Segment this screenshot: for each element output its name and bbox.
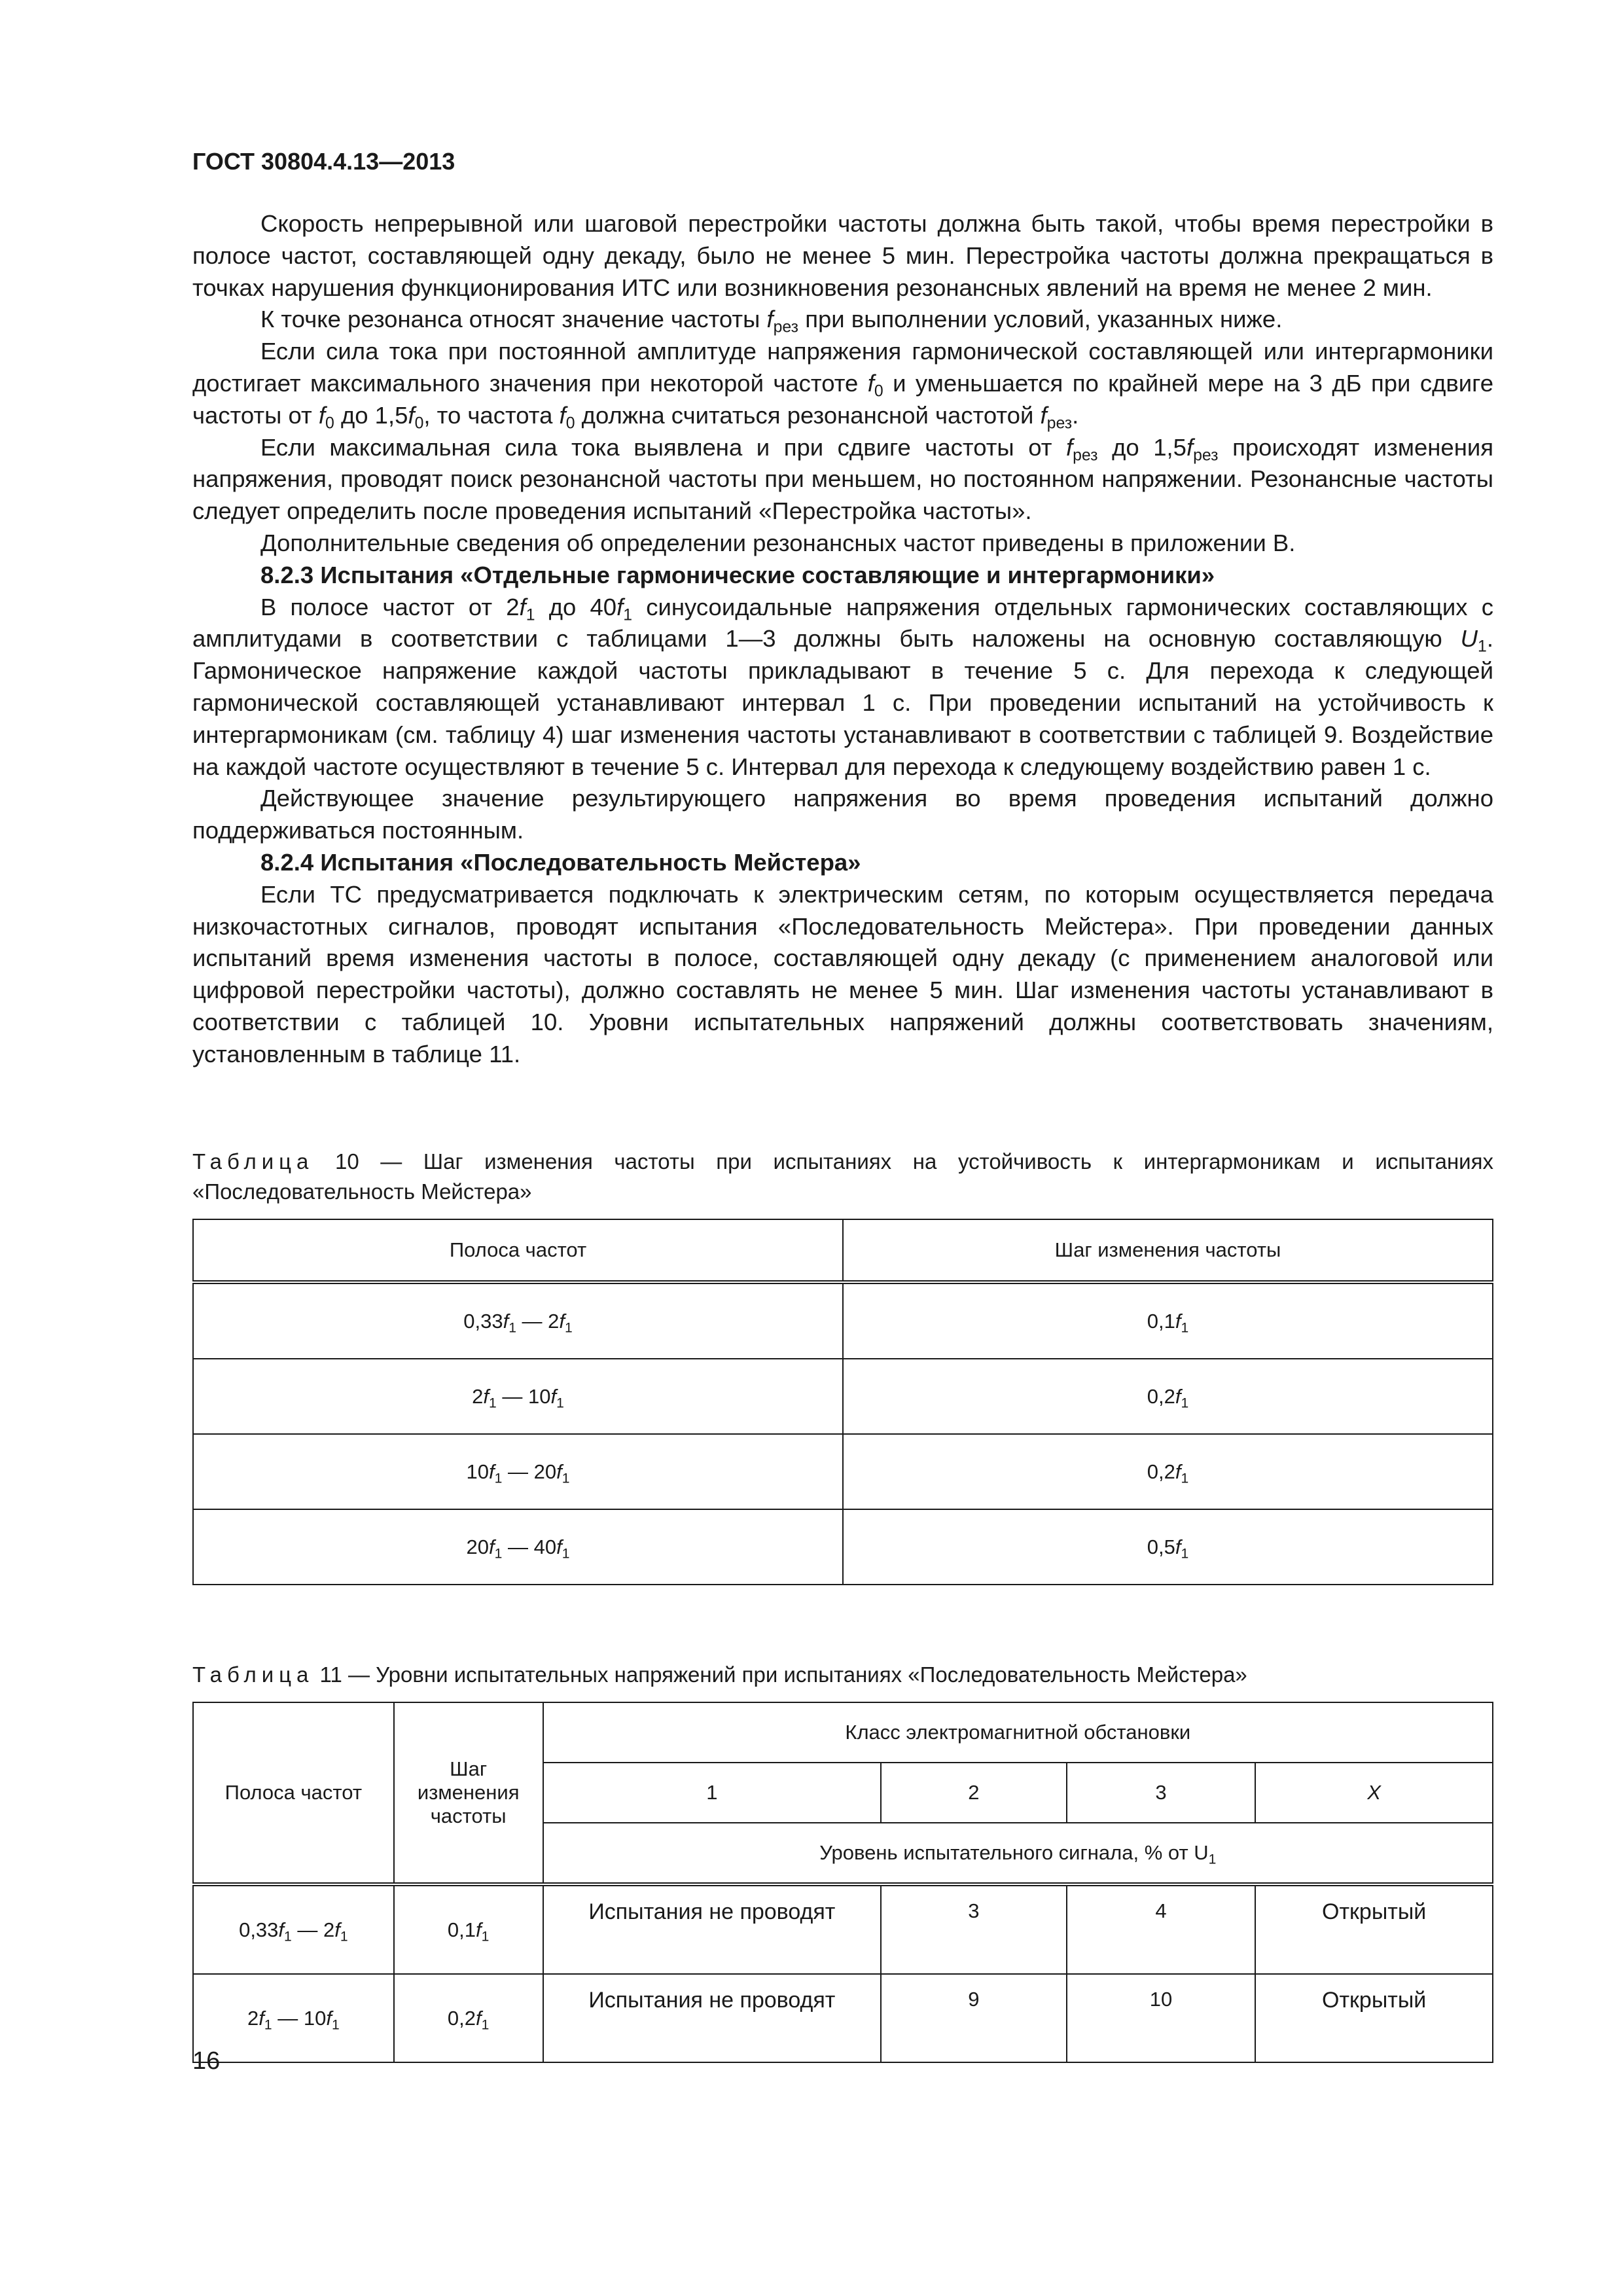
- column-header-band: Полоса частот: [193, 1702, 394, 1884]
- table-row: [193, 1509, 1493, 1585]
- class-header: Класс электромагнитной обстановки: [543, 1702, 1493, 1763]
- band-cell: $20f_1$ — $40f_1$: [193, 1509, 843, 1585]
- table-11-caption: Таблица 11 — Уровни испытательных напряжений при испытаниях «Последовательность Мейстера»: [192, 1662, 1247, 1687]
- paragraph-meister-sequence: Если ТС предусматривается подключать к электрическим сетям, по которым осуществляется передача низкочастотных сигналов, проводят испытания «Последовательность Мейстера». При проведении данных испытаний время изменения частоты в полосе, составляющей одну декаду (с применением аналоговой или цифровой перестройки частоты), должно составлять не менее 5 мин. Шаг изменения частоты устанавливают в соответствии с таблицей 10. Уровни испытательных напряжений должны соответствовать значениям, установленным в таблице 11.: [192, 880, 1493, 1067]
- level-header: Уровень испытательного сигнала, % от $U_1$: [543, 1823, 1493, 1884]
- section-heading-8-2-3: 8.2.3 Испытания «Отдельные гармонические составляющие и интергармоники»: [260, 561, 1215, 588]
- table-header-row: [193, 1702, 1493, 1763]
- page-number: 16: [192, 2047, 221, 2075]
- table-11: [192, 1702, 1493, 2063]
- paragraph-harmonics-test: В полосе частот от $2f_1$ до $40f_1$ синусоидальные напряжения отдельных гармонических составляющих с амплитудами в соответствии с таблицами 1—3 должны быть наложены на основную составляющую $U_1$. Гармоническое напряжение каждой частоты прикладывают в течение 5 с. Для перехода к следующей гармонической составляющей устанавливают интервал 1 с. При проведении испытаний на устойчивость к интергармоникам (см. таблицу 4) шаг изменения частоты устанавливают в соответствии с таблицей 9. Воздействие на каждой частоте осуществляют в течение 5 с. Интервал для перехода к следующему воздействию равен 1 с.: [192, 593, 1493, 780]
- paragraph-resonance-point: К точке резонанса относят значение частоты $f_{рез}$ при выполнении условий, указанных ниже.: [260, 306, 1283, 336]
- class-2-header: 2: [881, 1763, 1067, 1823]
- table-10: [192, 1219, 1493, 1585]
- column-header-step: Шаг изменения частоты: [394, 1702, 543, 1884]
- class-3-header: 3: [1067, 1763, 1256, 1823]
- class-x-header: X: [1255, 1763, 1493, 1823]
- class-x-cell: Открытый: [1255, 1974, 1493, 2062]
- class-1-header: 1: [543, 1763, 881, 1823]
- band-cell: $0,33f_1$ — $2f_1$: [193, 1282, 843, 1359]
- table-row: [193, 1974, 1493, 2062]
- column-header-band: Полоса частот: [193, 1219, 843, 1282]
- column-header-step: Шаг изменения частоты: [843, 1219, 1493, 1282]
- table-10-caption: Таблица 10 — Шаг изменения частоты при испытаниях на устойчивость к интергармоникам и испытаниях «Последовательность Мейстера»: [192, 1149, 1493, 1204]
- step-cell: $0,1f_1$: [394, 1884, 543, 1974]
- paragraph-frequency-sweep: Скорость непрерывной или шаговой перестройки частоты должна быть такой, чтобы время перестройки в полосе частот, составляющей одну декаду, было не менее 5 мин. Перестройка частоты должна прекращаться в точках нарушения функционирования ИТС или возникновения резонансных явлений на время не менее 2 мин.: [192, 210, 1493, 301]
- paragraph-rms-voltage: Действующее значение результирующего напряжения во время проведения испытаний должно поддерживаться постоянным.: [192, 785, 1493, 844]
- band-cell: $0,33f_1$ — $2f_1$: [193, 1884, 394, 1974]
- class-2-cell: 3: [881, 1884, 1067, 1974]
- table-row: [193, 1434, 1493, 1509]
- class-x-cell: Открытый: [1255, 1884, 1493, 1974]
- class-3-cell: 10: [1067, 1974, 1256, 2062]
- table-row: [193, 1884, 1493, 1974]
- paragraph-max-current: Если максимальная сила тока выявлена и при сдвиге частоты от $f_{рез}$ до $1,5f_{рез}$ происходят изменения напряжения, проводят поиск резонансной частоты при меньшем, но постоянном напряжении. Резонансные частоты следует определить после проведения испытаний «Перестройка частоты».: [192, 433, 1494, 525]
- table-row: [193, 1359, 1493, 1434]
- document-number: ГОСТ 30804.4.13—2013: [192, 148, 455, 175]
- section-heading-8-2-4: 8.2.4 Испытания «Последовательность Мейстера»: [260, 848, 861, 876]
- step-cell: $0,1f_1$: [843, 1282, 1493, 1359]
- body-text: [192, 208, 1493, 1071]
- paragraph-resonance-condition: Если сила тока при постоянной амплитуде напряжения гармонической составляющей или интергармоники достигает максимального значения при некоторой частоте $f_0$ и уменьшается по крайней мере на 3 дБ при сдвиге частоты от $f_0$ до $1,5f_0$, то частота $f_0$ должна считаться резонансной частотой $f_{рез}$.: [192, 338, 1493, 433]
- class-1-cell: Испытания не проводят: [543, 1974, 881, 2062]
- class-3-cell: 4: [1067, 1884, 1256, 1974]
- band-cell: $2f_1$ — $10f_1$: [193, 1974, 394, 2062]
- paragraph-appendix-reference: Дополнительные сведения об определении резонансных частот приведены в приложении В.: [260, 529, 1296, 556]
- class-2-cell: 9: [881, 1974, 1067, 2062]
- band-cell: $2f_1$ — $10f_1$: [193, 1359, 843, 1434]
- table-header-row: [193, 1219, 1493, 1282]
- step-cell: $0,2f_1$: [843, 1359, 1493, 1434]
- band-cell: $10f_1$ — $20f_1$: [193, 1434, 843, 1509]
- step-cell: $0,2f_1$: [843, 1434, 1493, 1509]
- step-cell: $0,5f_1$: [843, 1509, 1493, 1585]
- step-cell: $0,2f_1$: [394, 1974, 543, 2062]
- table-row: [193, 1282, 1493, 1359]
- class-1-cell: Испытания не проводят: [543, 1884, 881, 1974]
